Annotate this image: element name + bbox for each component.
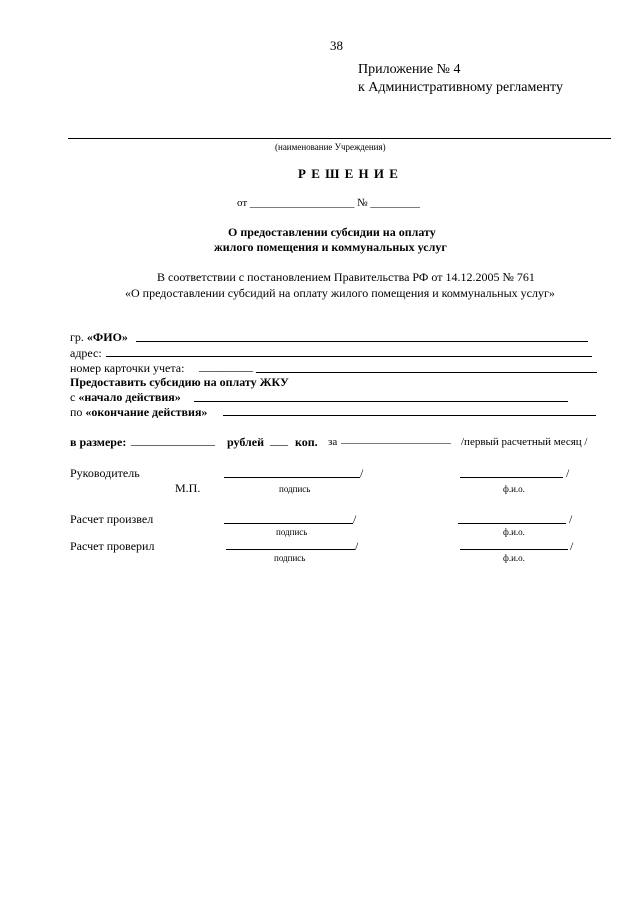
head-name-line (460, 477, 563, 478)
basis-line-2: «О предоставлении субсидий на оплату жилого помещения и коммунальных услуг» (125, 286, 555, 300)
to-line (223, 415, 596, 416)
produced-name-slash: / (569, 512, 573, 526)
from-date: «начало действия» (78, 390, 181, 404)
date-from-label: от (237, 197, 248, 209)
date-line (237, 197, 420, 209)
card-number-label: номер карточки учета: (70, 361, 185, 375)
address-line (106, 356, 592, 357)
produced-slash: / (353, 512, 357, 526)
kop-label: коп. (295, 435, 318, 449)
head-name-caption: ф.и.о. (503, 484, 525, 494)
address-label: адрес: (70, 346, 102, 360)
checked-signature-line (226, 549, 355, 550)
rub-blank: ______________ (131, 433, 215, 447)
from-line (194, 401, 568, 402)
appendix-title: Приложение № 4 (358, 62, 461, 77)
head-signature-line (224, 477, 360, 478)
decision-title: Р Е Ш Е Н И Е (298, 166, 399, 181)
subject-line-2: жилого помещения и коммунальных услуг (214, 240, 447, 254)
checked-signature-caption: подпись (274, 553, 306, 563)
produced-signature-line (224, 523, 353, 524)
head-name-slash: / (566, 466, 570, 480)
head-signature-caption: подпись (279, 484, 311, 494)
grant-label: Предоставить субсидию на оплату ЖКУ (70, 375, 289, 389)
head-slash: / (360, 466, 364, 480)
checked-label: Расчет проверил (70, 539, 155, 553)
amount-row (70, 435, 126, 450)
produced-label: Расчет произвел (70, 512, 154, 526)
citizen-prefix: гр. (70, 330, 84, 344)
month-for-label: за (328, 436, 338, 448)
subject-line-1: О предоставлении субсидии на оплату (228, 225, 436, 239)
month-blank: ____________________ (341, 433, 451, 445)
head-label: Руководитель (70, 466, 140, 480)
to-prefix: по (70, 405, 83, 419)
institution-line (68, 138, 611, 139)
card-number-blank: _________ (199, 359, 253, 373)
stamp-label: М.П. (175, 481, 201, 495)
card-number-line (256, 372, 597, 373)
kop-blank: ___ (270, 433, 288, 447)
checked-slash: / (355, 539, 359, 553)
citizen-row (70, 330, 128, 345)
checked-name-caption: ф.и.о. (503, 553, 525, 563)
from-row (70, 390, 181, 405)
citizen-fio: «ФИО» (86, 330, 128, 344)
checked-name-line (460, 549, 568, 550)
produced-name-caption: ф.и.о. (503, 527, 525, 537)
citizen-line (136, 341, 588, 342)
date-blank: ___________________ (249, 197, 355, 209)
produced-name-line (458, 523, 566, 524)
appendix-subtitle: к Административному регламенту (358, 80, 563, 95)
basis-line-1: В соответствии с постановлением Правительства РФ от 14.12.2005 № 761 (157, 270, 535, 284)
institution-caption: (наименование Учреждения) (275, 142, 386, 152)
month-caption: /первый расчетный месяц / (461, 436, 588, 448)
amount-label: в размере (70, 435, 123, 449)
number-label: № (357, 197, 368, 209)
number-blank: _________ (370, 197, 420, 209)
checked-name-slash: / (570, 539, 574, 553)
to-date: «окончание действия» (85, 405, 208, 419)
page-number: 38 (330, 38, 343, 53)
from-prefix: с (70, 390, 76, 404)
to-row (70, 405, 207, 420)
rub-label: рублей (227, 435, 265, 449)
produced-signature-caption: подпись (276, 527, 308, 537)
amount-colon: : (122, 435, 127, 449)
